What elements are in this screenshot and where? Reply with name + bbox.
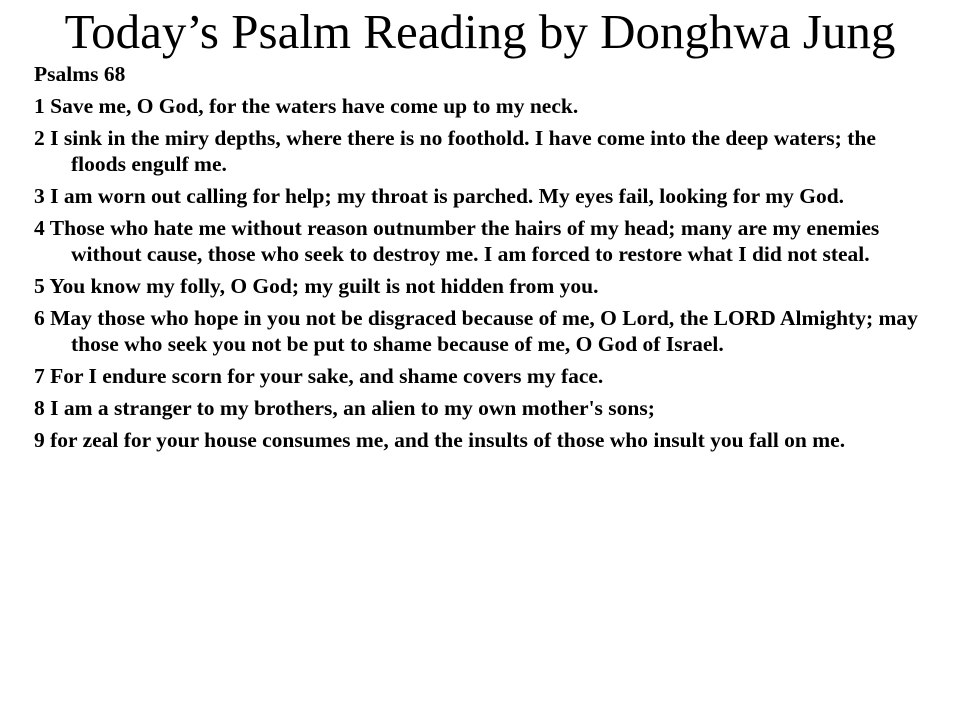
verse-3: 3 I am worn out calling for help; my throat is parched. My eyes fail, looking for my God. [34, 184, 845, 208]
verse-4: 4 Those who hate me without reason outnumber the hairs of my head; many are my enemies without cause, those who seek to destroy me. I am forced to restore what I did not steal. [34, 216, 880, 266]
verse-5: 5 You know my folly, O God; my guilt is not hidden from you. [34, 274, 599, 298]
slide-body [34, 61, 934, 459]
verse-8: 8 I am a stranger to my brothers, an alien to my own mother's sons; [34, 396, 655, 420]
verse-1: 1 Save me, O God, for the waters have come up to my neck. [34, 94, 579, 118]
verse-6: 6 May those who hope in you not be disgraced because of me, O Lord, the LORD Almighty; may those who seek you not be put to shame because of me, O God of Israel. [34, 306, 918, 356]
verse-7: 7 For I endure scorn for your sake, and shame covers my face. [34, 364, 604, 388]
verse-2: 2 I sink in the miry depths, where there is no foothold. I have come into the deep waters; the floods engulf me. [34, 126, 876, 176]
slide-title: Today’s Psalm Reading by Donghwa Jung [64, 4, 896, 59]
verse-9: 9 for zeal for your house consumes me, and the insults of those who insult you fall on me. [34, 428, 846, 452]
passage-heading: Psalms 68 [34, 62, 126, 86]
